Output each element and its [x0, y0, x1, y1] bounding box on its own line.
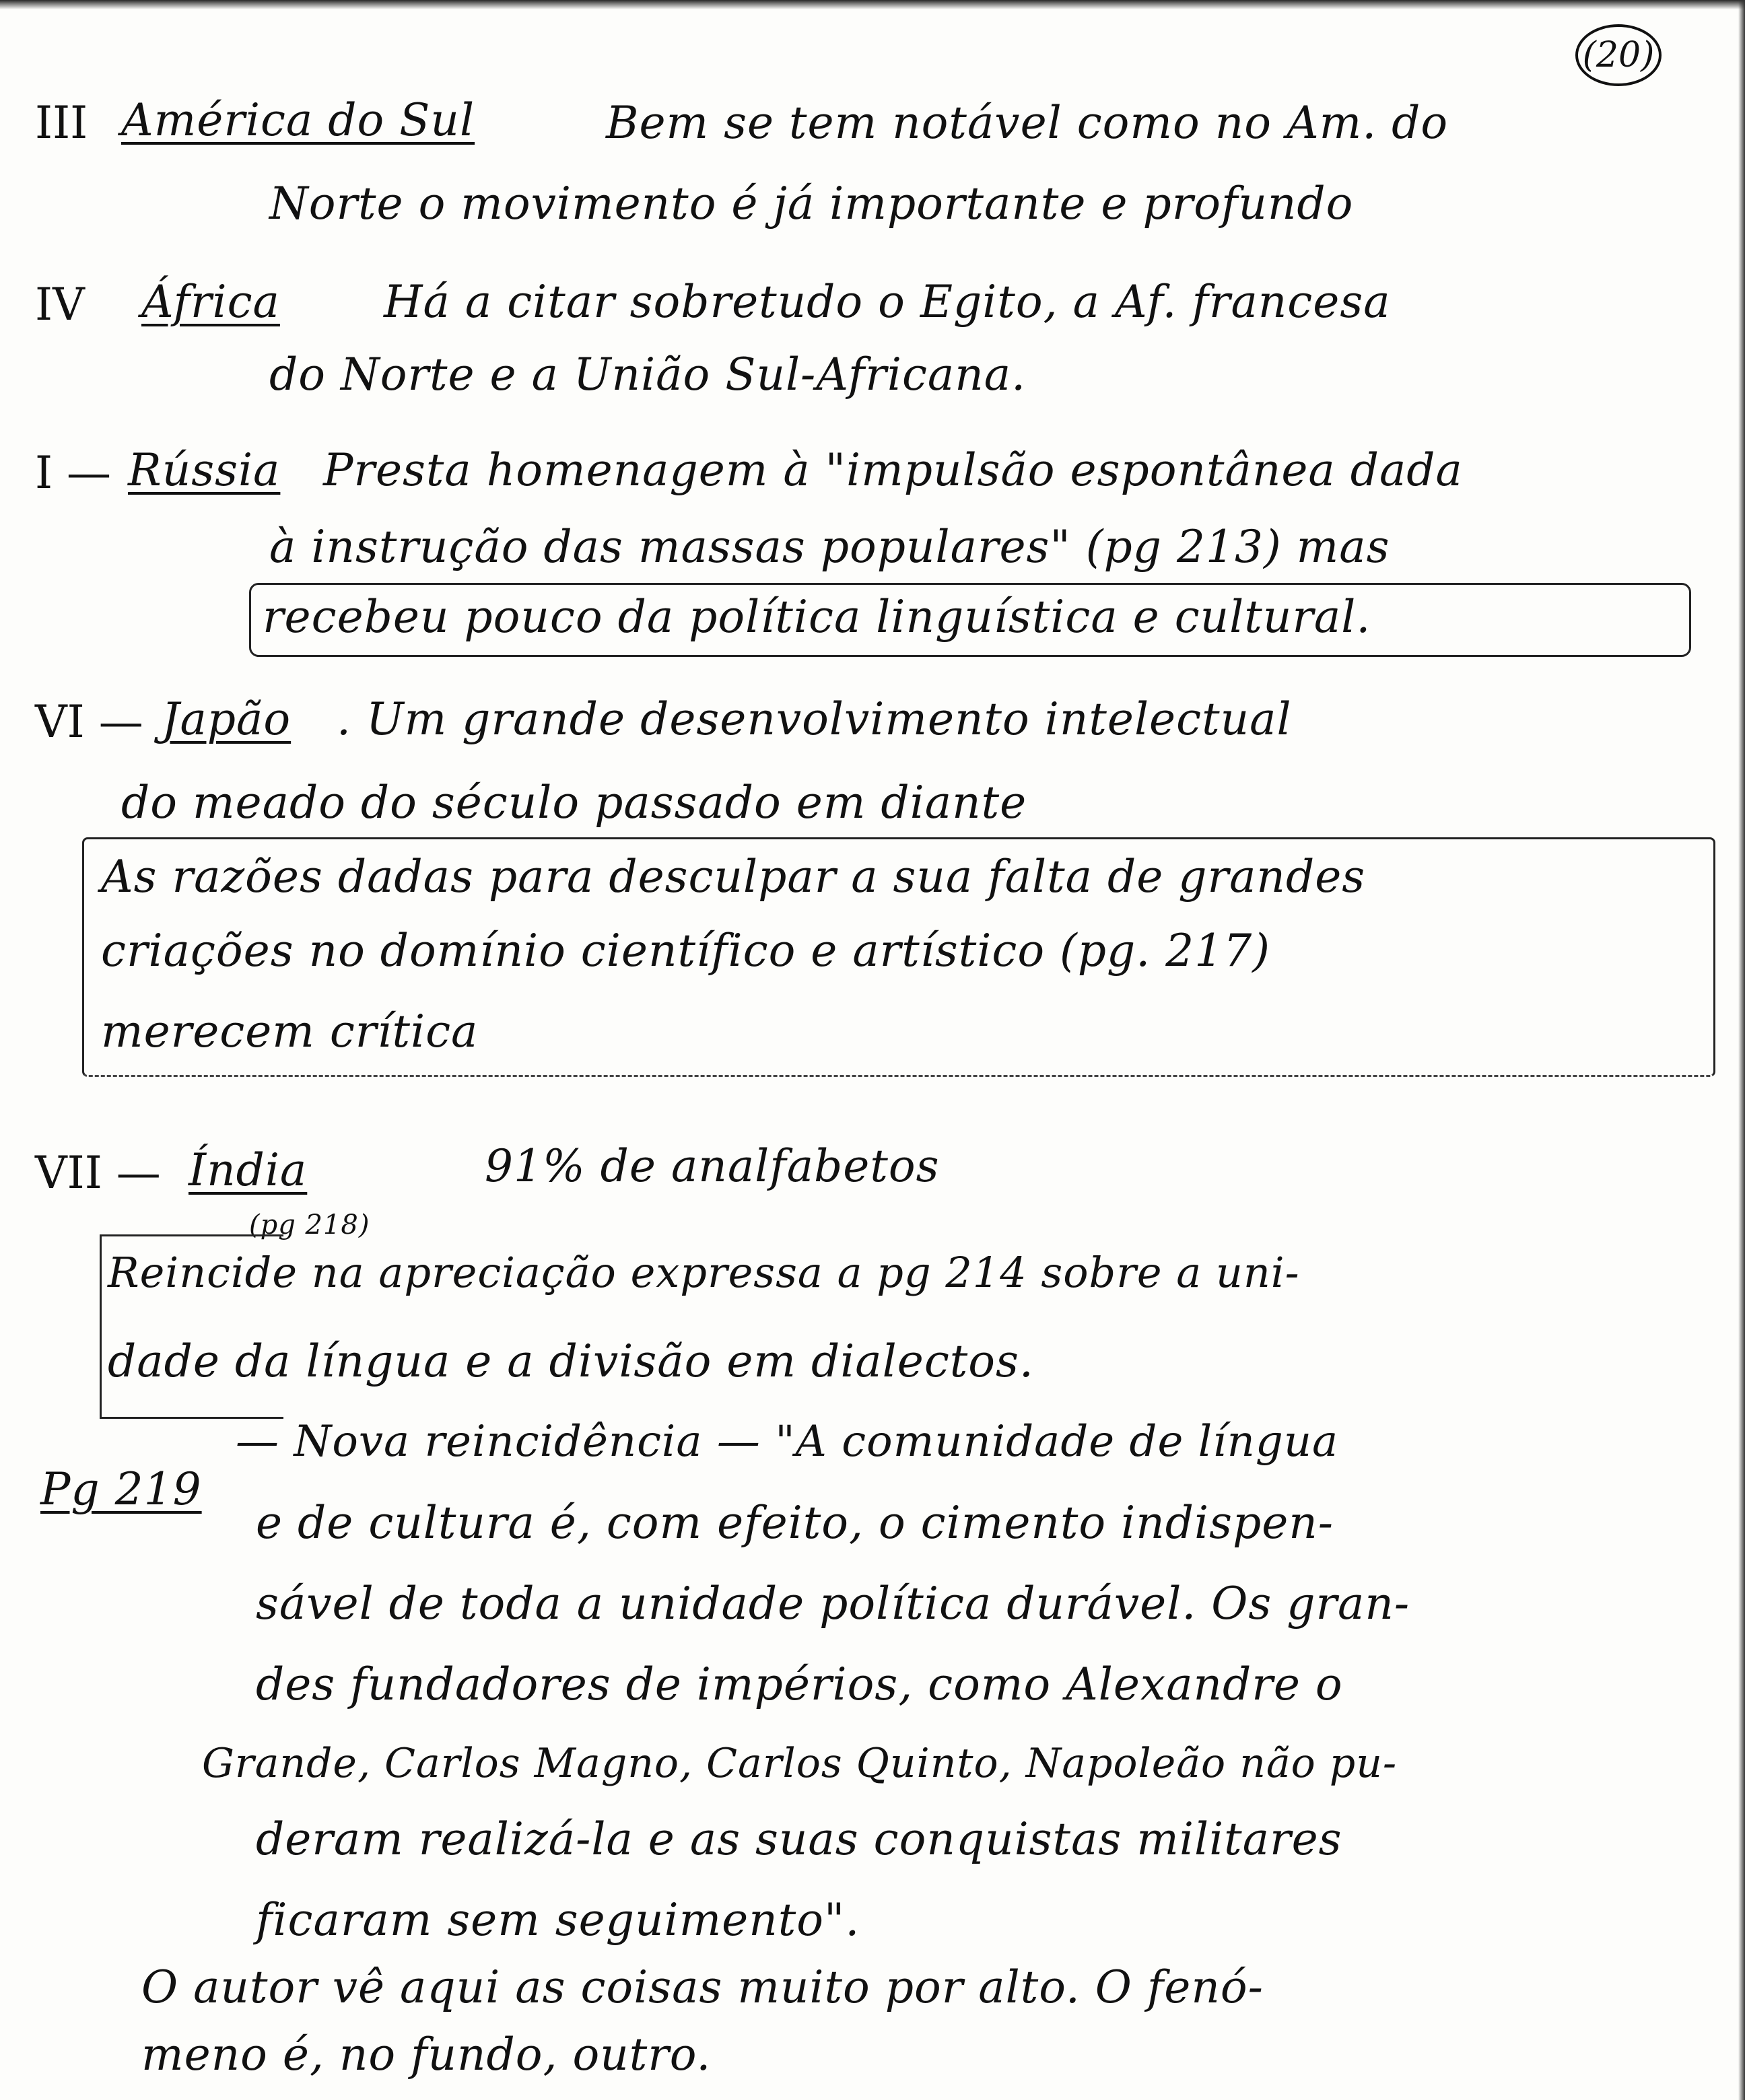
section-heading-south-america: América do Sul	[121, 94, 475, 146]
text-line: Reincide na apreciação expressa a pg 214 sobre a uni-	[108, 1248, 1300, 1297]
section-numeral: IV	[35, 279, 85, 330]
text-line: Grande, Carlos Magno, Carlos Quinto, Napoleão não pu-	[202, 1740, 1398, 1787]
scan-edge-right	[1738, 0, 1745, 2100]
section-heading-africa: África	[141, 276, 280, 328]
section-heading-india: Índia	[189, 1144, 308, 1196]
text-line: . Um grande desenvolvimento intelectual	[337, 693, 1292, 745]
text-line: 91% de analfabetos	[485, 1140, 940, 1192]
scan-edge-top	[0, 0, 1745, 9]
section-numeral: VI —	[35, 696, 143, 748]
page-reference-note: (pg 218)	[249, 1210, 370, 1240]
page-label: Pg 219	[40, 1463, 202, 1515]
text-line: O autor vê aqui as coisas muito por alto. O fenó-	[141, 1961, 1264, 2013]
section-heading-japan: Japão	[162, 693, 292, 745]
text-line: dade da língua e a divisão em dialectos.	[108, 1335, 1034, 1387]
text-line: criações no domínio científico e artístico (pg. 217)	[101, 925, 1270, 977]
text-line: Bem se tem notável como no Am. do	[606, 97, 1449, 149]
text-line: do meado do século passado em diante	[121, 777, 1027, 829]
text-line: ficaram sem seguimento".	[256, 1894, 860, 1946]
text-line: sável de toda a unidade política durável. Os gran-	[256, 1578, 1410, 1630]
text-line: As razões dadas para desculpar a sua falta de grandes	[101, 851, 1366, 903]
text-line: — Nova reincidência — "A comunidade de língua	[236, 1417, 1339, 1467]
section-numeral: I —	[35, 447, 112, 499]
text-line: à instrução das massas populares" (pg 213) mas	[269, 521, 1390, 573]
text-line: des fundadores de impérios, como Alexandre o	[256, 1658, 1343, 1710]
text-line: merecem crítica	[101, 1006, 479, 1057]
text-line: Há a citar sobretudo o Egito, a Af. francesa	[384, 276, 1391, 328]
page-number: (20)	[1575, 24, 1662, 86]
text-line: e de cultura é, com efeito, o cimento indispen-	[256, 1497, 1334, 1549]
text-line: deram realizá-la e as suas conquistas militares	[256, 1813, 1342, 1865]
section-heading-russia: Rússia	[128, 444, 281, 496]
text-line: Presta homenagem à "impulsão espontânea dada	[323, 444, 1463, 496]
section-numeral: III	[35, 97, 88, 149]
text-line: Norte o movimento é já importante e profundo	[269, 178, 1354, 230]
section-numeral: VII —	[35, 1147, 161, 1199]
text-line: recebeu pouco da política linguística e cultural.	[263, 591, 1371, 643]
text-line: meno é, no fundo, outro.	[141, 2029, 712, 2080]
text-line: do Norte e a União Sul-Africana.	[269, 349, 1027, 400]
